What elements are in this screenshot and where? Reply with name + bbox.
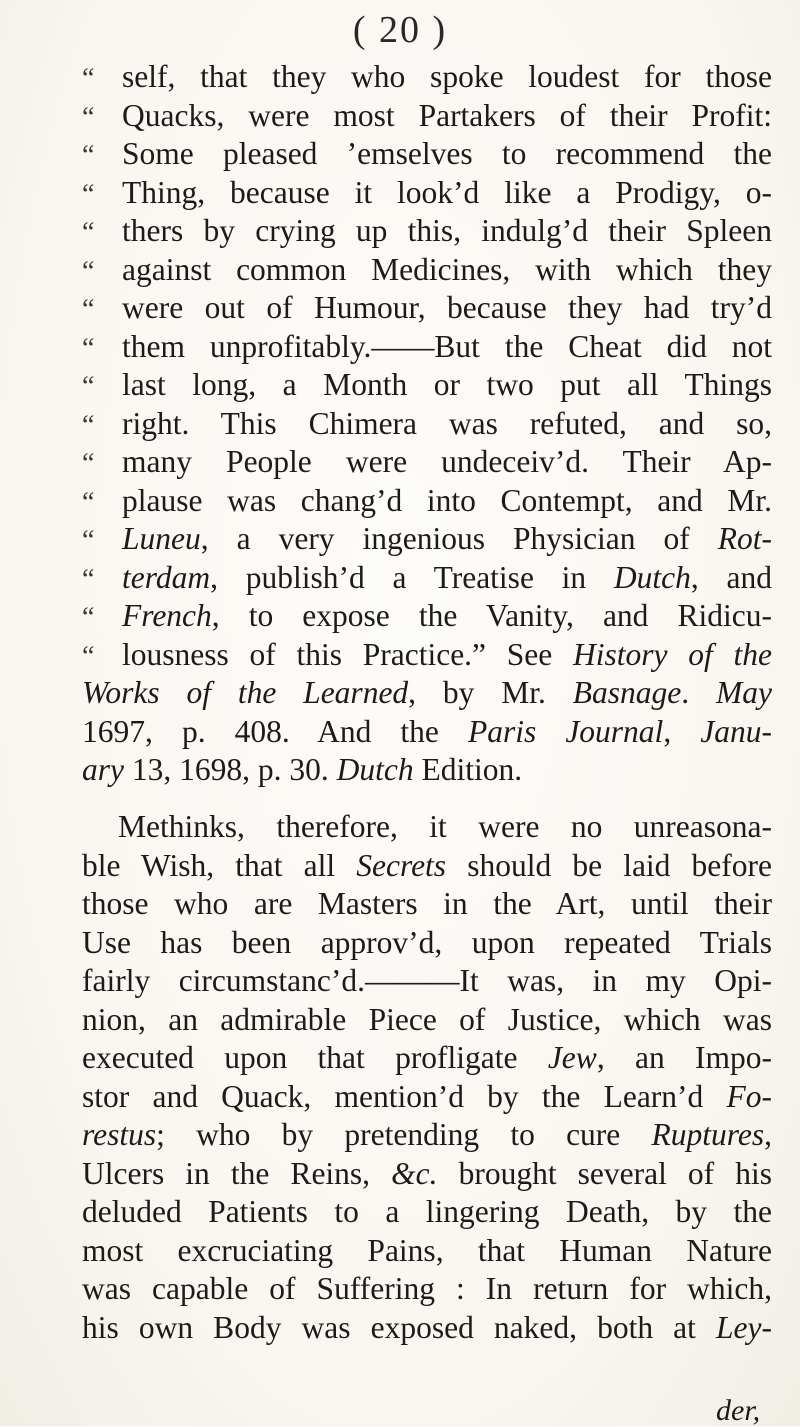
text-run: , an Impo- (596, 1040, 773, 1075)
text-run: Edition. (413, 752, 523, 787)
text-run: his own Body was exposed naked, both at (82, 1309, 717, 1345)
italic-text: Rot- (717, 521, 772, 556)
quote-line-text (122, 135, 772, 174)
text-run: nion, an admirable Piece of Justice, which was (82, 1001, 772, 1037)
quote-line-text (122, 482, 772, 521)
quote-line-text (122, 597, 772, 636)
text-run: those who are Masters in the Art, until their (82, 886, 772, 921)
paragraph-line (82, 1078, 772, 1117)
text-run: ; who by pretending to cure (156, 1117, 652, 1152)
quote-mark: “ (82, 101, 95, 133)
paragraph-line (82, 1232, 772, 1271)
paragraph-line (82, 885, 772, 924)
quote-mark: “ (82, 178, 95, 210)
text-run: executed upon that profligate (82, 1040, 548, 1075)
text-run: plause was chang’d into Contempt, and Mr. (122, 482, 772, 518)
paragraph-line (82, 847, 772, 886)
quote-mark: “ (82, 140, 95, 171)
quote-line (82, 135, 772, 174)
quote-line (82, 97, 772, 136)
italic-text: Ruptures (651, 1117, 765, 1152)
quote-line-text (122, 97, 772, 136)
text-run: , (663, 713, 701, 749)
quote-mark: “ (82, 371, 95, 402)
quote-line (82, 289, 772, 328)
italic-text: Dutch (613, 559, 691, 595)
quote-line-text (122, 251, 772, 290)
text-run: 13, 1698, p. 30. (124, 752, 337, 787)
text-run: , publish’d a Treatise in (210, 559, 614, 595)
text-run: Ulcers in the Reins, (82, 1155, 392, 1191)
text-run: , and (690, 559, 773, 595)
quote-line-text (122, 636, 772, 675)
quote-line (82, 174, 772, 213)
italic-text: Dutch (336, 752, 414, 787)
citation-line (82, 713, 772, 752)
text-run: should be laid before (446, 847, 772, 883)
quote-mark: “ (82, 217, 95, 248)
text-run: ble Wish, that all (82, 847, 357, 883)
quote-line-text (122, 174, 772, 213)
text-run: . (681, 675, 717, 710)
text-run: , (764, 1117, 772, 1152)
text-run: self, that they who spoke loudest for those (122, 59, 772, 94)
page-number: ( 20 ) (352, 9, 448, 51)
quote-line (82, 212, 772, 251)
paragraph-line (82, 1193, 772, 1232)
quote-line-text (122, 405, 772, 444)
text-run: , a very ingenious Physician of (200, 521, 718, 556)
quote-line-text (122, 366, 772, 405)
text-run: Quacks, were most Partakers of their Profit: (122, 97, 772, 133)
quote-line (82, 366, 772, 405)
paragraph-line (82, 962, 772, 1001)
quote-line-text (122, 58, 772, 97)
text-run: Thing, because it look’d like a Prodigy, o- (122, 174, 772, 210)
quote-line-text (122, 289, 772, 328)
quote-mark: “ (82, 409, 95, 441)
catchword: der, (716, 1394, 761, 1427)
paragraph-line (82, 1001, 772, 1040)
italic-text: History of the (573, 636, 772, 672)
text-run: most excruciating Pains, that Human Nature (82, 1232, 772, 1268)
italic-text: Fo- (726, 1078, 772, 1114)
text-run: last long, a Month or two put all Things (122, 367, 772, 402)
italic-text: ary (82, 752, 124, 787)
quote-line (82, 443, 772, 482)
italic-text: &c. (391, 1155, 438, 1191)
italic-text: Luneu (122, 521, 201, 556)
citation-line (82, 751, 772, 790)
paragraph-line (82, 1270, 772, 1309)
italic-text: restus (82, 1117, 157, 1152)
paragraph-line (82, 808, 772, 847)
text-run: Use has been approv’d, upon repeated Trials (82, 924, 772, 960)
text-run: lousness of this Practice.” See (122, 636, 574, 672)
italic-text: Secrets (356, 847, 447, 883)
italic-text: May (716, 675, 772, 710)
quote-line-text (122, 559, 772, 598)
quote-line (82, 636, 772, 675)
quote-line (82, 520, 772, 559)
quote-line-text (122, 212, 772, 251)
quote-line (82, 597, 772, 636)
text-run: many People were undeceiv’d. Their Ap- (122, 444, 772, 479)
text-run: Methinks, therefore, it were no unreasona- (118, 809, 772, 844)
quote-line-text (122, 443, 772, 482)
paragraph-line (82, 1309, 772, 1348)
paragraph-line (82, 1116, 772, 1155)
paragraph-line (82, 924, 772, 963)
italic-text: terdam (122, 559, 211, 595)
text-run: them unprofitably.——But the Cheat did not (122, 328, 772, 364)
quote-mark: “ (82, 448, 95, 479)
quote-mark: “ (82, 640, 95, 672)
text-run: Some pleased ’emselves to recommend the (122, 136, 772, 171)
text-run: fairly circumstanc’d.———It was, in my Opi- (82, 963, 772, 998)
quote-mark: “ (82, 602, 95, 633)
text-run: was capable of Suffering : In return for which, (82, 1271, 772, 1306)
italic-text: Works of the Learned (82, 675, 409, 710)
italic-text: Janu- (700, 713, 772, 749)
quote-line (82, 405, 772, 444)
quote-mark: “ (82, 332, 95, 364)
citation (82, 674, 772, 790)
text-run: 1697, p. 408. And the (82, 713, 468, 749)
quote-line-text (122, 328, 772, 367)
italic-text: Basnage (572, 675, 682, 710)
italic-text: French (122, 598, 212, 633)
quote-line (82, 482, 772, 521)
italic-text: Ley- (716, 1309, 772, 1345)
text-run: against common Medicines, with which they (122, 251, 772, 287)
body-paragraph (82, 808, 772, 1347)
quote-line (82, 559, 772, 598)
paragraph-line (82, 1155, 772, 1194)
text-run: were out of Humour, because they had try’d (122, 290, 772, 325)
quote-line (82, 251, 772, 290)
quote-mark: “ (82, 255, 95, 287)
quote-line (82, 58, 772, 97)
quote-mark: “ (82, 63, 95, 94)
paragraph-line (82, 1039, 772, 1078)
quoted-passage (82, 58, 772, 674)
quote-line (82, 328, 772, 367)
quote-line-text (122, 520, 772, 559)
text-run: deluded Patients to a lingering Death, by the (82, 1194, 772, 1229)
quote-mark: “ (82, 563, 95, 595)
text-run: , to expose the Vanity, and Ridicu- (211, 598, 772, 633)
italic-text: Paris Journal (467, 713, 664, 749)
text-run: stor and Quack, mention’d by the Learn’d (82, 1078, 727, 1114)
text-run: , by Mr. (408, 675, 573, 710)
text-run: thers by crying up this, indulg’d their Spleen (122, 213, 772, 248)
text-run: brought several of his (437, 1155, 772, 1191)
italic-text: Jew (547, 1040, 597, 1075)
citation-line (82, 674, 772, 713)
text-run: right. This Chimera was refuted, and so, (122, 405, 772, 441)
quote-mark: “ (82, 294, 95, 325)
quote-mark: “ (82, 525, 95, 556)
quote-mark: “ (82, 486, 95, 518)
